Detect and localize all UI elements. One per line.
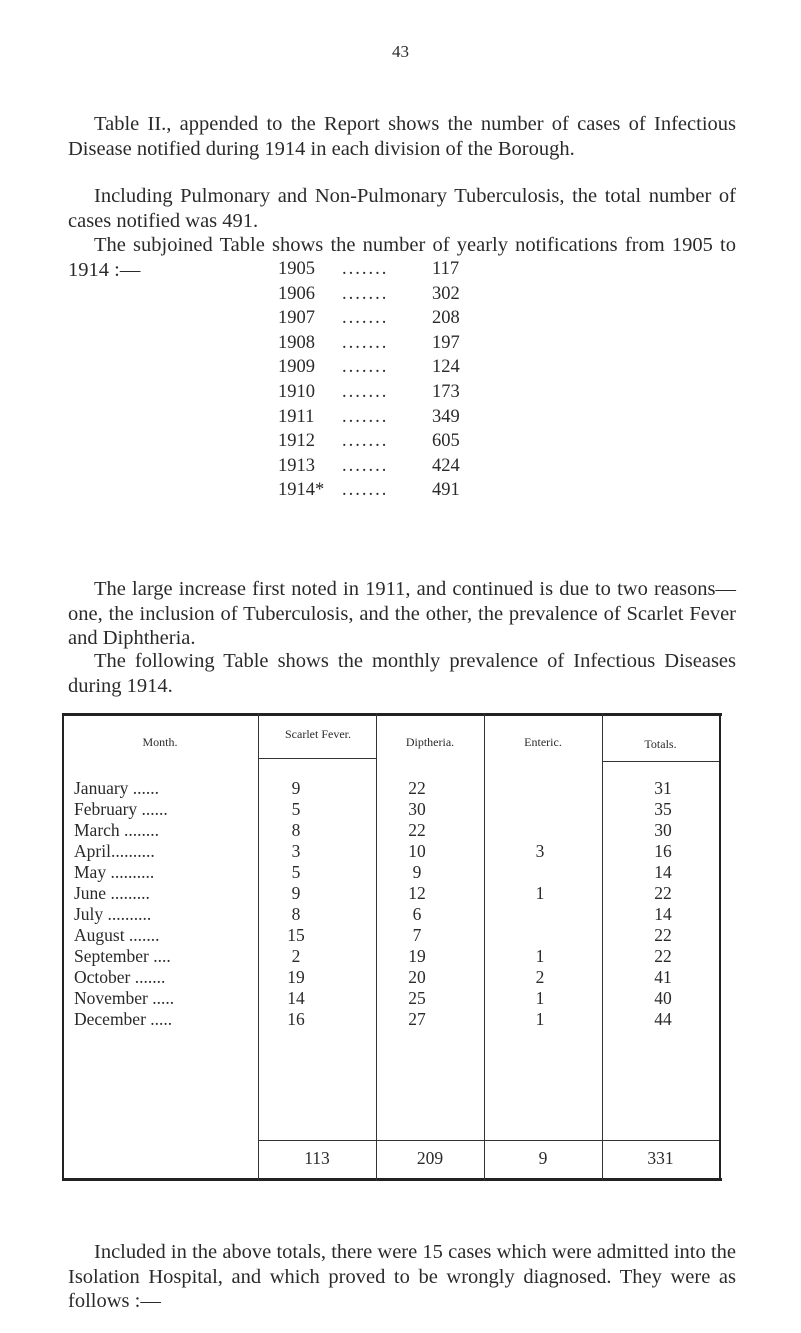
yearly-row	[278, 355, 578, 380]
yearly-year: 1907	[278, 308, 315, 329]
row-month: March ........	[74, 820, 160, 840]
row-diphtheria: 7	[412, 925, 422, 945]
header-scarlet-fever: Scarlet Fever.	[285, 727, 351, 741]
leader-dots: .......	[342, 283, 389, 304]
row-enteric: 2	[535, 967, 545, 987]
yearly-year: 1914*	[278, 480, 325, 501]
row-enteric: 1	[535, 1009, 545, 1029]
row-enteric: 3	[535, 841, 545, 861]
row-diphtheria: 19	[408, 946, 426, 966]
header-month: Month.	[142, 735, 178, 749]
row-total: 31	[654, 778, 672, 798]
yearly-row	[278, 380, 578, 405]
table-border-bottom	[62, 1178, 722, 1181]
totals-rule	[258, 1140, 719, 1141]
total-all: 331	[647, 1148, 674, 1168]
row-scarlet: 16	[287, 1009, 305, 1029]
row-scarlet: 2	[291, 946, 301, 966]
leader-dots: .......	[342, 357, 389, 378]
yearly-year: 1906	[278, 283, 315, 304]
yearly-value: 424	[432, 455, 460, 476]
row-diphtheria: 27	[408, 1009, 426, 1029]
row-scarlet: 8	[291, 904, 301, 924]
row-total: 41	[654, 967, 672, 987]
row-total: 14	[654, 904, 672, 924]
table-row	[62, 883, 722, 904]
yearly-year: 1909	[278, 357, 315, 378]
yearly-value: 124	[432, 357, 460, 378]
row-scarlet: 9	[291, 883, 301, 903]
table-border-top	[62, 713, 722, 716]
table-row	[62, 841, 722, 862]
row-diphtheria: 22	[408, 778, 426, 798]
yearly-notifications-list	[278, 257, 578, 503]
yearly-value: 349	[432, 406, 460, 427]
total-scarlet: 113	[304, 1148, 330, 1168]
yearly-value: 197	[432, 332, 460, 353]
leader-dots: .......	[342, 381, 389, 402]
yearly-year: 1910	[278, 381, 315, 402]
row-scarlet: 5	[291, 799, 301, 819]
leader-dots: .......	[342, 406, 389, 427]
leader-dots: .......	[342, 480, 389, 501]
row-diphtheria: 10	[408, 841, 426, 861]
row-month: June .........	[74, 883, 150, 903]
paragraph-isolation-hospital: Included in the above totals, there were 15 cases which were admitted into the Isolation Hospital, and which proved to be wrongly diagnosed. They were as follows :—	[68, 1241, 736, 1312]
row-total: 16	[654, 841, 672, 861]
yearly-row	[278, 405, 578, 430]
yearly-value: 208	[432, 308, 460, 329]
total-enteric: 9	[538, 1148, 548, 1168]
row-diphtheria: 9	[412, 862, 422, 882]
table-row	[62, 988, 722, 1009]
row-diphtheria: 30	[408, 799, 426, 819]
paragraph-increase-explanation: The large increase first noted in 1911, and continued is due to two reasons—one, the inclusion of Tuberculosis, and the other, the prevalence of Scarlet Fever and Diphtheria.	[68, 578, 736, 649]
total-diphtheria: 209	[416, 1148, 444, 1168]
row-total: 40	[654, 988, 672, 1008]
row-scarlet: 9	[291, 778, 301, 798]
row-month: December .....	[74, 1009, 173, 1029]
row-total: 22	[654, 946, 672, 966]
row-scarlet: 14	[287, 988, 305, 1008]
row-month: May ..........	[74, 862, 155, 882]
yearly-value: 117	[432, 259, 460, 279]
yearly-year: 1911	[278, 406, 315, 427]
header-enteric: Enteric.	[524, 735, 562, 749]
table-row	[62, 862, 722, 883]
row-total: 22	[654, 883, 672, 903]
header-totals: Totals.	[644, 737, 677, 751]
row-month: October .......	[74, 967, 166, 987]
header-underline	[258, 758, 376, 759]
row-scarlet: 19	[287, 967, 305, 987]
row-scarlet: 8	[291, 820, 301, 840]
row-total: 30	[654, 820, 672, 840]
row-total: 44	[654, 1009, 672, 1029]
row-enteric: 1	[535, 946, 545, 966]
table-row	[62, 820, 722, 841]
yearly-value: 173	[432, 381, 460, 402]
yearly-year: 1913	[278, 455, 315, 476]
row-month: July ..........	[74, 904, 152, 924]
table-row	[62, 946, 722, 967]
row-diphtheria: 12	[408, 883, 426, 903]
yearly-row	[278, 478, 578, 503]
row-month: August .......	[74, 925, 160, 945]
row-month: November .....	[74, 988, 175, 1008]
row-diphtheria: 6	[412, 904, 422, 924]
yearly-row	[278, 257, 578, 282]
yearly-row	[278, 454, 578, 479]
header-underline	[602, 761, 719, 762]
row-month: April..........	[74, 841, 155, 861]
leader-dots: .......	[342, 332, 389, 353]
yearly-value: 491	[432, 480, 460, 501]
row-total: 22	[654, 925, 672, 945]
row-total: 35	[654, 799, 672, 819]
yearly-row	[278, 306, 578, 331]
row-month: February ......	[74, 799, 168, 819]
row-scarlet: 5	[291, 862, 301, 882]
row-enteric: 1	[535, 988, 545, 1008]
row-diphtheria: 22	[408, 820, 426, 840]
leader-dots: .......	[342, 308, 389, 329]
row-month: September ....	[74, 946, 171, 966]
leader-dots: .......	[342, 431, 389, 452]
row-diphtheria: 25	[408, 988, 426, 1008]
yearly-year: 1908	[278, 332, 315, 353]
yearly-row	[278, 429, 578, 454]
leader-dots: .......	[342, 259, 389, 279]
table-row	[62, 1009, 722, 1030]
paragraph-monthly-intro: The following Table shows the monthly prevalence of Infectious Diseases during 1914.	[68, 650, 736, 697]
row-total: 14	[654, 862, 672, 882]
row-scarlet: 15	[287, 925, 305, 945]
page-number: 43	[392, 42, 409, 61]
yearly-row	[278, 331, 578, 356]
row-diphtheria: 20	[408, 967, 426, 987]
table-row	[62, 925, 722, 946]
yearly-value: 605	[432, 431, 460, 452]
table-row	[62, 967, 722, 988]
yearly-value: 302	[432, 283, 460, 304]
row-enteric: 1	[535, 883, 545, 903]
yearly-row	[278, 282, 578, 307]
table-row	[62, 799, 722, 820]
table-row	[62, 778, 722, 799]
row-month: January ......	[74, 778, 160, 798]
leader-dots: .......	[342, 455, 389, 476]
table-row	[62, 904, 722, 925]
paragraph-table-ii-intro: Table II., appended to the Report shows the number of cases of Infectious Disease notified during 1914 in each division of the Borough.	[68, 113, 736, 160]
monthly-prevalence-table	[62, 713, 722, 1183]
row-scarlet: 3	[291, 841, 301, 861]
paragraph-total-notified: Including Pulmonary and Non-Pulmonary Tuberculosis, the total number of cases notified was 491.	[68, 185, 736, 232]
header-diphtheria: Diptheria.	[405, 735, 455, 749]
yearly-year: 1905	[278, 259, 315, 279]
yearly-year: 1912	[278, 431, 315, 452]
paragraph-yearly-intro: The subjoined Table shows the number of yearly notifications from 1905 to 1914 :—	[68, 234, 736, 281]
